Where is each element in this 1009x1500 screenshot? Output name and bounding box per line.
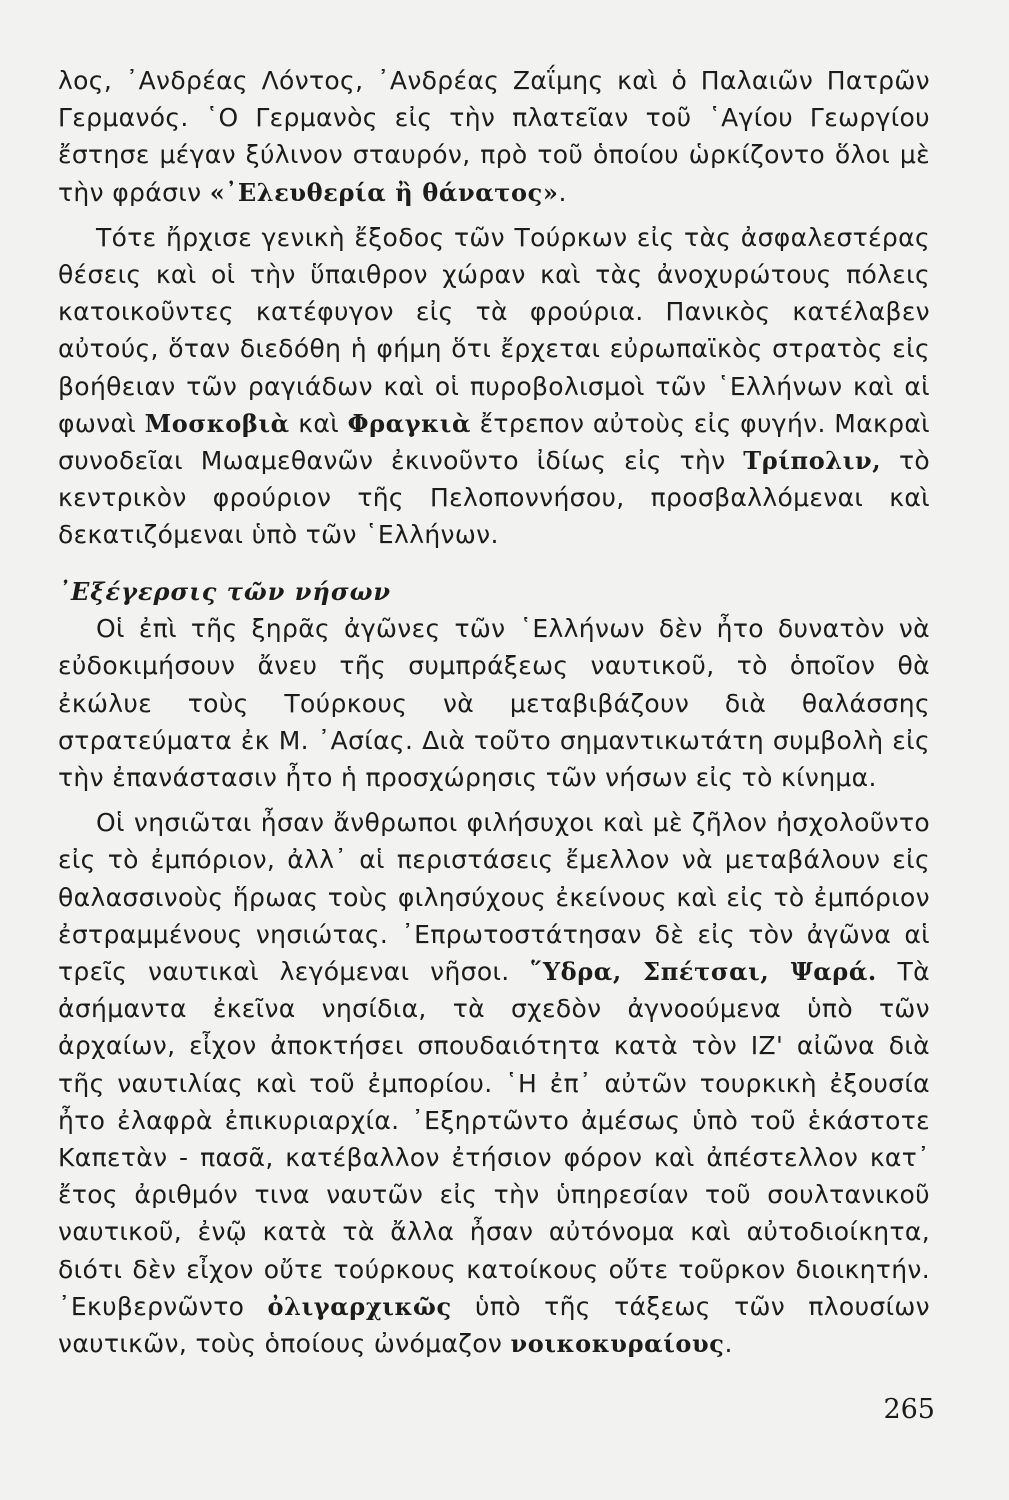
- bold-term-fragkia: Φραγκιὰ: [347, 408, 472, 438]
- paragraph-naval-need: Οἱ ἐπὶ τῆς ξηρᾶς ἀγῶνες τῶν ῾Ελλήνων δὲν ἦτο δυνατὸν νὰ εὐδοκιμήσουν ἄνευ τῆς συμπράξεως ναυτικοῦ, τὸ ὁποῖον θὰ ἐκώλυε τοὺς Τούρκους νὰ μεταβιβάζουν διὰ θαλάσσης στρατεύματα ἐκ Μ. ᾿Ασίας. Διὰ τοῦτο σημαντικωτάτη συμβολὴ εἰς τὴν ἐπανάστασιν ἦτο ἡ προσχώρησις τῶν νήσων εἰς τὸ κίνημα.: [58, 614, 930, 793]
- paragraph-turkish-exodus: Τότε ἤρχισε γενικὴ ἔξοδος τῶν Τούρκων εἰς τὰς ἀσφαλεστέρας θέσεις καὶ οἱ τὴν ὕπαιθρον χώραν καὶ τὰς ἀνοχυρώτους πόλεις κατοικοῦντες κατέφυγον εἰς τὰ φρούρια. Πανικὸς κατέλαβεν αὐτούς, ὅταν διεδόθη ἡ φήμη ὅτι ἔρχεται εὐρωπαϊκὸς στρατὸς εἰς βοήθειαν τῶν ραγιάδων καὶ οἱ πυροβολισμοὶ τῶν ῾Ελλήνων καὶ αἱ φωναὶ Μοσκοβιὰ καὶ Φραγκιὰ ἔτρεπον αὐτοὺς εἰς φυγήν. Μακραὶ συνοδεῖαι Μωαμεθανῶν ἐκινοῦντο ἰδίως εἰς τὴν Τρίπολιν, τὸ κεντρικὸν φρούριον τῆς Πελοποννήσου, προσβαλλόμεναι καὶ δεκατιζόμεναι ὑπὸ τῶν ῾Ελλήνων.: [58, 222, 930, 550]
- section-heading: ᾿Εξέγερσις τῶν νήσων: [58, 577, 392, 606]
- paragraph-continuation: λος, ᾿Ανδρέας Λόντος, ᾿Ανδρέας Ζαΐμης καὶ ὁ Παλαιῶν Πατρῶν Γερμανός. ῾Ο Γερμανὸς εἰς τὴν πλατεῖαν τοῦ ῾Αγίου Γεωργίου ἔστησε μέγαν ξύλινον σταυρόν, πρὸ τοῦ ὁποίου ὡρκίζοντο ὅλοι μὲ τὴν φράσιν «᾿Ελευθερία ἢ θάνατος».: [58, 66, 930, 207]
- page-number: 265: [883, 1394, 935, 1425]
- bold-term-noikokyraioi: νοικοκυραίους: [510, 1329, 725, 1359]
- bold-term-oligarchic: ὀλιγαρχικῶς: [267, 1291, 452, 1321]
- bold-term-moskovia: Μοσκοβιὰ: [144, 408, 290, 438]
- paragraph-islanders: Οἱ νησιῶται ἦσαν ἄνθρωποι φιλήσυχοι καὶ μὲ ζῆλον ἠσχολοῦντο εἰς τὸ ἐμπόριον, ἀλλ᾿ αἱ περιστάσεις ἔμελλον νὰ μεταβάλουν εἰς θαλασσινοὺς ἥρωας τοὺς φιλησύχους ἐκείνους καὶ εἰς τὸ ἐμπόριον ἐστραμμένους νησιώτας. ᾿Επρωτοστάτησαν δὲ εἰς τὸν ἀγῶνα αἱ τρεῖς ναυτικαὶ λεγόμεναι νῆσοι. ῞Υδρα, Σπέτσαι, Ψαρά. Τὰ ἀσήμαντα ἐκεῖνα νησίδια, τὰ σχεδὸν ἀγνοούμενα ὑπὸ τῶν ἀρχαίων, εἶχον ἀποκτήσει σπουδαιότητα κατὰ τὸν ΙΖ' αἰῶνα διὰ τῆς ναυτιλίας καὶ τοῦ ἐμπορίου. ῾Η ἐπ᾿ αὐτῶν τουρκικὴ ἐξουσία ἦτο ἐλαφρὰ ἐπικυριαρχία. ᾿Εξηρτῶντο ἀμέσως ὑπὸ τοῦ ἑκάστοτε Καπετὰν - πασᾶ, κατέβαλλον ἐτήσιον φόρον καὶ ἀπέστελλον κατ᾿ ἔτος ἀριθμόν τινα ναυτῶν εἰς τὴν ὑπηρεσίαν τοῦ σουλτανικοῦ ναυτικοῦ, ἐνῷ κατὰ τὰ ἄλλα ἦσαν αὐτόνομα καὶ αὐτοδιοίκητα, διότι δὲν εἶχον οὔτε τούρκους κατοίκους οὔτε τοῦρκον διοικητήν. ᾿Εκυβερνῶντο ὀλιγαρχικῶς ὑπὸ τῆς τάξεως τῶν πλουσίων ναυτικῶν, τοὺς ὁποίους ὠνόμαζον νοικοκυραίους.: [58, 808, 931, 1359]
- bold-term-tripoli: Τρίπολιν,: [743, 446, 882, 476]
- text-block-lower: [58, 573, 930, 1362]
- bold-quote: «᾿Ελευθερία ἢ θάνατος»: [209, 177, 559, 207]
- bold-islands: ῞Υδρα, Σπέτσαι, Ψαρά.: [530, 957, 877, 987]
- text-block-upper: [58, 62, 930, 554]
